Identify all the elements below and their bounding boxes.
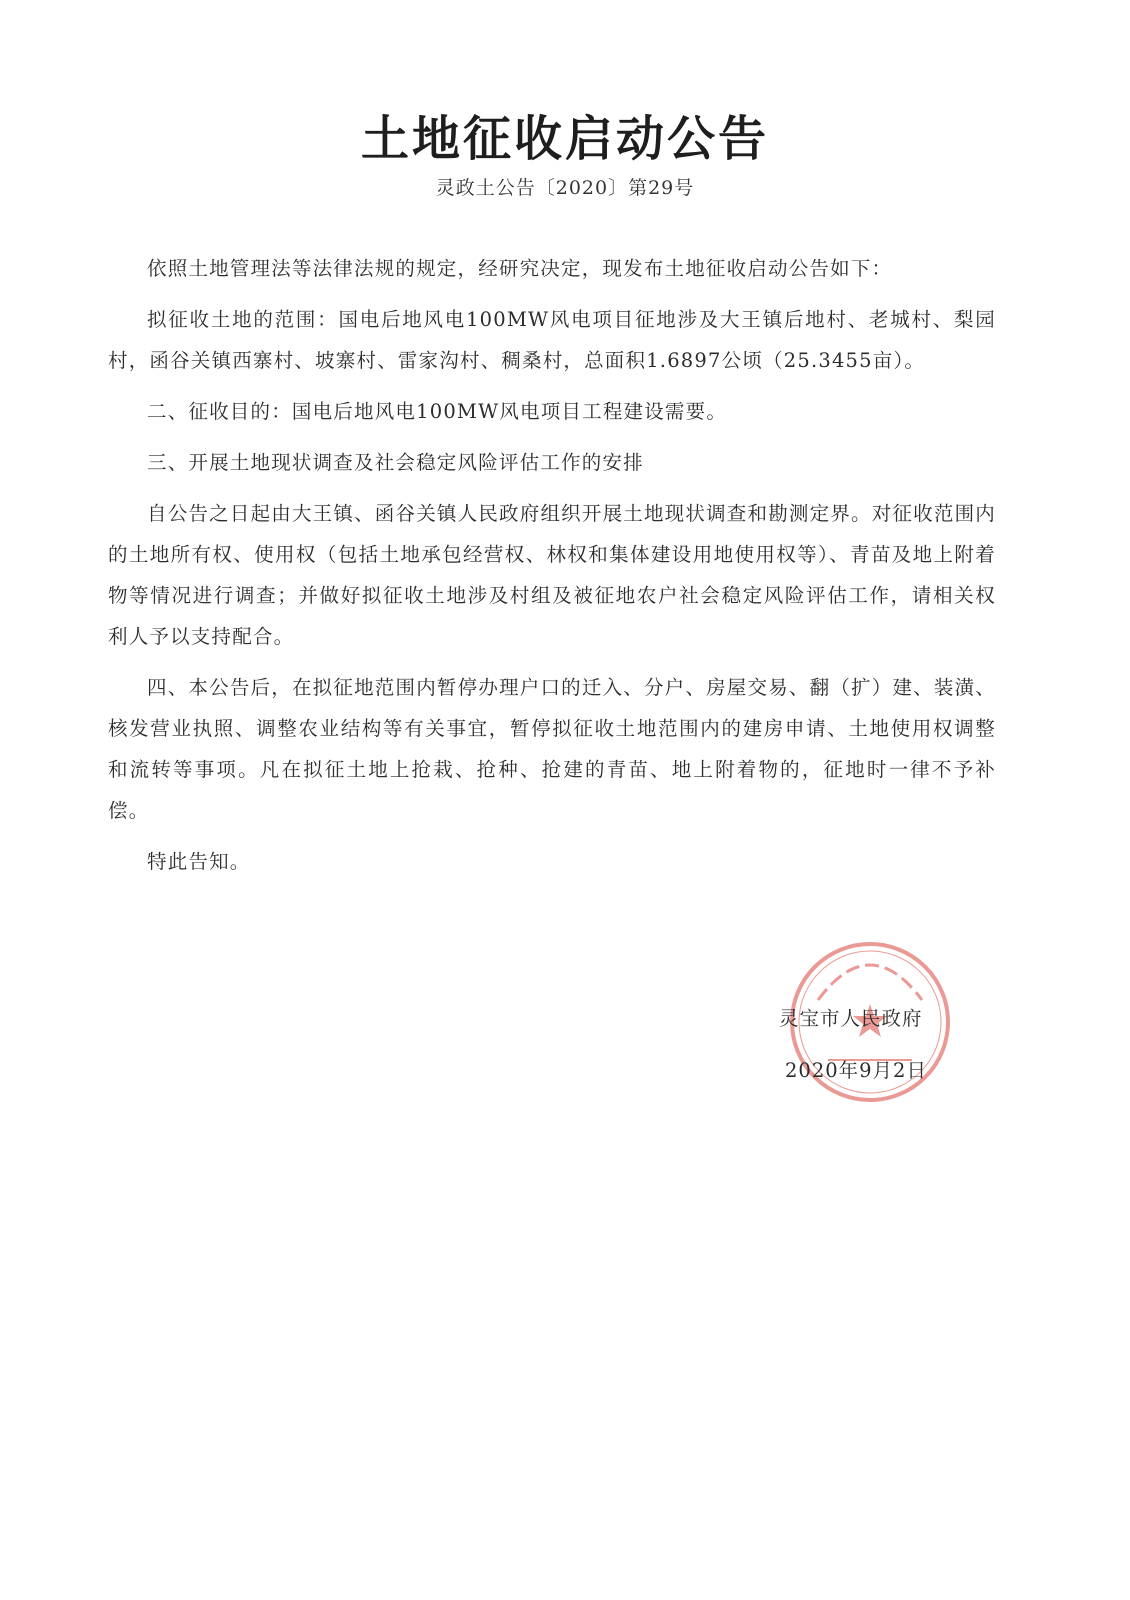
document-number: 灵政土公告〔2020〕第29号	[435, 177, 695, 199]
signing-date: 2020年9月2日	[785, 1059, 927, 1082]
paragraph-restrictions: 四、本公告后，在拟征地范围内暂停办理户口的迁入、分户、房屋交易、翻（扩）建、装潢、核发营业执照、调整农业结构等有关事宜，暂停拟征收土地范围内的建房申请、土地使用权调整和流转等事项。凡在拟征土地上抢栽、抢种、抢建的青苗、地上附着物的，征地时一律不予补偿。	[108, 676, 996, 822]
signing-organization: 灵宝市人民政府	[779, 1007, 923, 1030]
paragraph-closing: 特此告知。	[147, 850, 251, 873]
page-title: 土地征收启动公告	[360, 111, 769, 167]
paragraph-arrangement-heading: 三、开展土地现状调查及社会稳定风险评估工作的安排	[147, 451, 644, 474]
paragraph-intro: 依照土地管理法等法律法规的规定，经研究决定，现发布土地征收启动公告如下：	[147, 257, 893, 280]
paragraph-purpose: 二、征收目的：国电后地风电100MW风电项目工程建设需要。	[147, 400, 728, 423]
notice-body	[108, 248, 996, 892]
paragraph-scope: 拟征收土地的范围：国电后地风电100MW风电项目征地涉及大王镇后地村、老城村、梨园村，函谷关镇西寨村、坡寨村、雷家沟村、稠桑村，总面积1.6897公顷（25.3455亩）。	[108, 308, 996, 372]
paragraph-arrangement: 自公告之日起由大王镇、函谷关镇人民政府组织开展土地现状调查和勘测定界。对征收范围内的土地所有权、使用权（包括土地承包经营权、林权和集体建设用地使用权等）、青苗及地上附着物等情况进行调查；并做好拟征收土地涉及村组及被征地农户社会稳定风险评估工作，请相关权利人予以支持配合。	[108, 502, 996, 648]
